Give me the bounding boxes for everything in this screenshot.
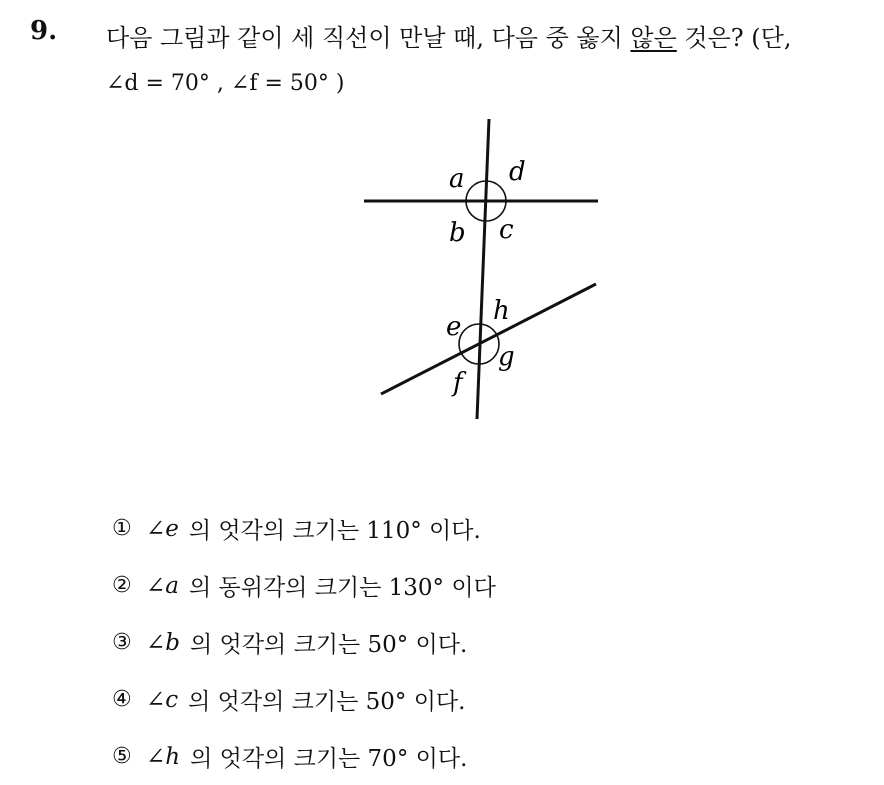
choice-number: ④ xyxy=(112,687,132,712)
choice-text: 의 동위각의 크기는 130° 이다 xyxy=(188,575,496,601)
choice-number: ⑤ xyxy=(112,744,132,769)
question-text-underlined: 않은 xyxy=(630,24,677,52)
choice-text: 의 엇각의 크기는 70° 이다. xyxy=(190,746,468,772)
label-e: e xyxy=(446,312,462,342)
choice-2[interactable] xyxy=(112,557,496,614)
transversal-line xyxy=(477,119,489,419)
label-c: c xyxy=(499,215,514,245)
choice-number: ③ xyxy=(112,630,132,655)
label-f: f xyxy=(453,368,463,398)
choice-number: ① xyxy=(112,516,132,541)
question-text-after: 것은? (단, xyxy=(676,24,792,52)
label-g: g xyxy=(498,342,515,372)
choice-4[interactable] xyxy=(112,671,496,728)
choice-text: 의 엇각의 크기는 110° 이다. xyxy=(188,518,481,544)
choice-angle: ∠h xyxy=(146,743,181,770)
question-condition: ∠d = 70° , ∠f = 50° ) xyxy=(106,71,345,96)
question-text-before: 다음 그림과 같이 세 직선이 만날 때, 다음 중 옳지 xyxy=(106,24,631,52)
slanted-line xyxy=(381,284,596,394)
choice-angle: ∠b xyxy=(146,629,180,656)
choice-3[interactable] xyxy=(112,614,496,671)
choice-number: ② xyxy=(112,573,132,598)
label-a: a xyxy=(449,164,465,194)
choice-text: 의 엇각의 크기는 50° 이다. xyxy=(190,632,468,658)
choice-1[interactable] xyxy=(112,500,496,557)
choice-text: 의 엇각의 크기는 50° 이다. xyxy=(188,689,466,715)
label-b: b xyxy=(449,218,466,248)
label-d: d xyxy=(509,157,526,187)
question-number: 9. xyxy=(30,16,58,46)
answer-choices xyxy=(112,500,496,785)
choice-angle: ∠e xyxy=(146,515,179,542)
choice-angle: ∠c xyxy=(146,686,179,713)
label-h: h xyxy=(493,296,510,326)
choice-5[interactable] xyxy=(112,728,496,785)
choice-angle: ∠a xyxy=(146,572,179,599)
